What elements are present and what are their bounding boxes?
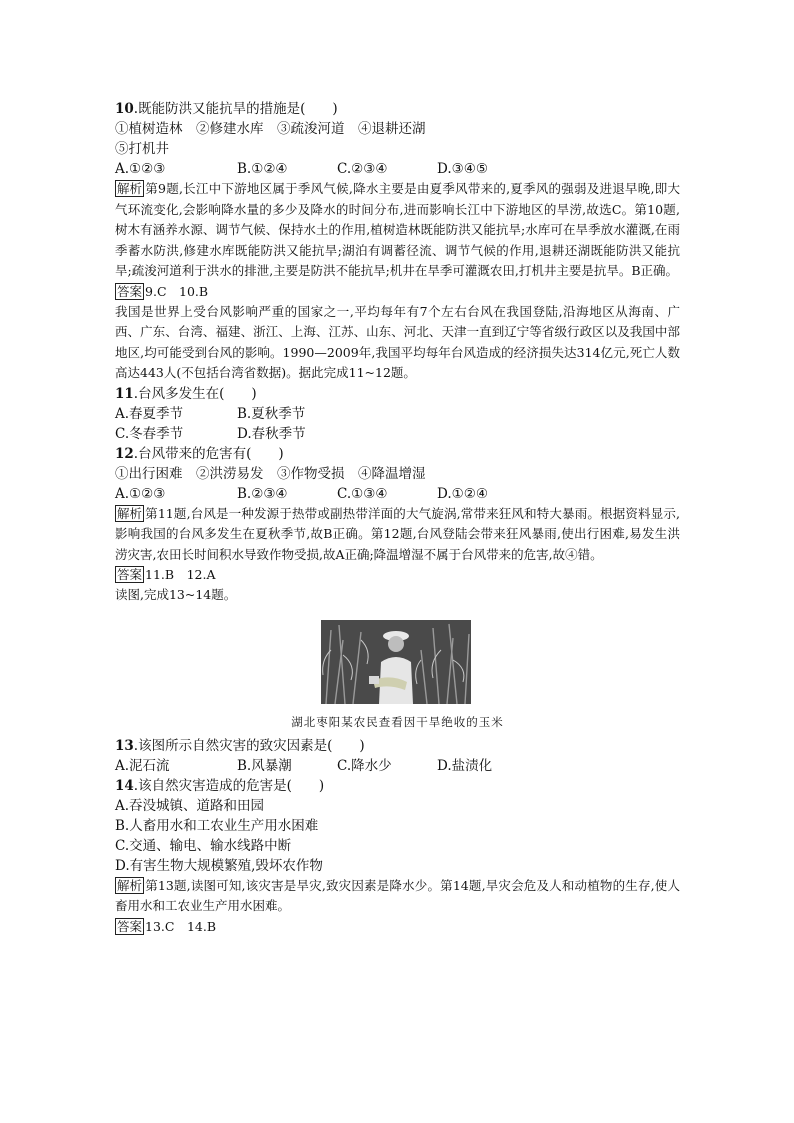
figure-instruction: 读图,完成13~14题。 — [115, 587, 237, 602]
photo-farmer-corn — [321, 620, 471, 704]
figure-caption: 湖北枣阳某农民查看因干旱绝收的玉米 — [291, 714, 504, 729]
option-c: C.①③④ — [337, 485, 388, 502]
answer-block — [115, 565, 680, 585]
answer-tag: 答案 — [117, 567, 143, 582]
options-row — [115, 404, 680, 424]
option-d: D.春秋季节 — [237, 425, 306, 442]
options-row — [115, 484, 680, 504]
question-items: ①植树造林 ②修建水库 ③疏浚河道 ④退耕还湖 — [115, 121, 426, 137]
answer-tag: 答案 — [117, 283, 143, 299]
question-number: 11 — [115, 385, 134, 402]
question-text: .该自然灾害造成的危害是( ) — [133, 777, 325, 794]
analysis-block — [115, 876, 680, 917]
question-text: .该图所示自然灾害的致灾因素是( ) — [133, 737, 365, 754]
question-11 — [115, 384, 680, 404]
question-text: .台风带来的危害有( ) — [133, 445, 284, 462]
question-number: 13 — [115, 737, 134, 754]
question-12 — [115, 444, 680, 464]
answer-text: 9.C 10.B — [145, 283, 209, 299]
option-d: D.③④⑤ — [437, 161, 488, 177]
analysis-block — [115, 504, 680, 566]
answer-text: 13.C 14.B — [145, 918, 217, 934]
option-b: B.①②④ — [237, 161, 288, 177]
question-text: .既能防洪又能抗旱的措施是( ) — [133, 101, 338, 117]
question-13 — [115, 736, 680, 756]
document-page — [115, 99, 680, 937]
question-10 — [115, 99, 680, 119]
question-items: ①出行困难 ②洪涝易发 ③作物受损 ④降温增湿 — [115, 465, 426, 482]
analysis-block — [115, 179, 680, 282]
option-b: B.风暴潮 — [237, 757, 292, 774]
answer-block — [115, 282, 680, 302]
options-row — [115, 424, 680, 444]
analysis-tag: 解析 — [117, 877, 143, 893]
answer-block — [115, 917, 680, 937]
option-b: B.夏秋季节 — [237, 405, 306, 422]
option-b: B.②③④ — [237, 485, 288, 502]
option-a: A.①②③ — [115, 161, 166, 177]
question-text: .台风多发生在( ) — [133, 385, 257, 402]
option-c: C.降水少 — [337, 757, 392, 774]
analysis-tag: 解析 — [117, 505, 143, 521]
option-a: A.春夏季节 — [115, 405, 184, 422]
option-d: D.①②④ — [437, 485, 488, 502]
question-number: 10 — [115, 101, 134, 117]
option-d: D.有害生物大规模繁殖,毁坏农作物 — [115, 857, 323, 874]
option-a: A.泥石流 — [115, 757, 170, 774]
question-14 — [115, 776, 680, 796]
option-c: C.交通、输电、输水线路中断 — [115, 837, 292, 854]
options-row — [115, 756, 680, 776]
option-c: C.冬春季节 — [115, 425, 184, 442]
option-a: A.吞没城镇、道路和田园 — [115, 797, 265, 814]
answer-text: 11.B 12.A — [145, 567, 216, 582]
option-c: C.②③④ — [337, 161, 388, 177]
analysis-text: 第9题,长江中下游地区属于季风气候,降水主要是由夏季风带来的,夏季风的强弱及进退早晚,即大气环流变化,会影响降水量的多少及降水的时间分布,进而影响长江中下游地区的旱涝,故选C。第10题,树木有涵养水源、调节气候、保持水土的作用,植树造林既能防洪又能抗旱;水库可在旱季放水灌溉,在雨季蓄水防洪,修建水库既能防洪又能抗旱;湖泊有调蓄径流、调节气候的作用,退耕还湖既能防洪又能抗旱;疏浚河道利于洪水的排泄,主要是防洪不能抗旱;机井在旱季可灌溉农田,打机井主要是抗旱。B正确。 — [115, 181, 680, 278]
option-d: D.盐渍化 — [437, 757, 493, 774]
options-row — [115, 159, 680, 179]
option-b: B.人畜用水和工农业生产用水困难 — [115, 817, 319, 834]
question-number: 12 — [115, 445, 134, 462]
analysis-text: 第11题,台风是一种发源于热带或副热带洋面的大气旋涡,常带来狂风和特大暴雨。根据资料显示,影响我国的台风多发生在夏秋季节,故B正确。第12题,台风登陆会带来狂风暴雨,使出行困难,易发生洪涝灾害,农田长时间积水导致作物受损,故A正确;降温增湿不属于台风带来的危害,故④错。 — [115, 505, 680, 562]
reading-passage: 我国是世界上受台风影响严重的国家之一,平均每年有7个左右台风在我国登陆,沿海地区从海南、广西、广东、台湾、福建、浙江、上海、江苏、山东、河北、天津一直到辽宁等省级行政区以及我国中部地区,均可能受到台风的影响。1990—2009年,我国平均每年台风造成的经济损失达314亿元,死亡人数高达443人(不包括台湾省数据)。据此完成11~12题。 — [115, 303, 680, 380]
question-number: 14 — [115, 777, 134, 794]
option-a: A.①②③ — [115, 485, 166, 502]
analysis-tag: 解析 — [117, 181, 143, 196]
drought-corn-photo — [321, 620, 471, 704]
analysis-text: 第13题,读图可知,该灾害是旱灾,致灾因素是降水少。第14题,旱灾会危及人和动植物的生存,使人畜用水和工农业生产用水困难。 — [115, 877, 680, 913]
answer-tag: 答案 — [117, 918, 143, 934]
question-items: ⑤打机井 — [115, 141, 169, 157]
